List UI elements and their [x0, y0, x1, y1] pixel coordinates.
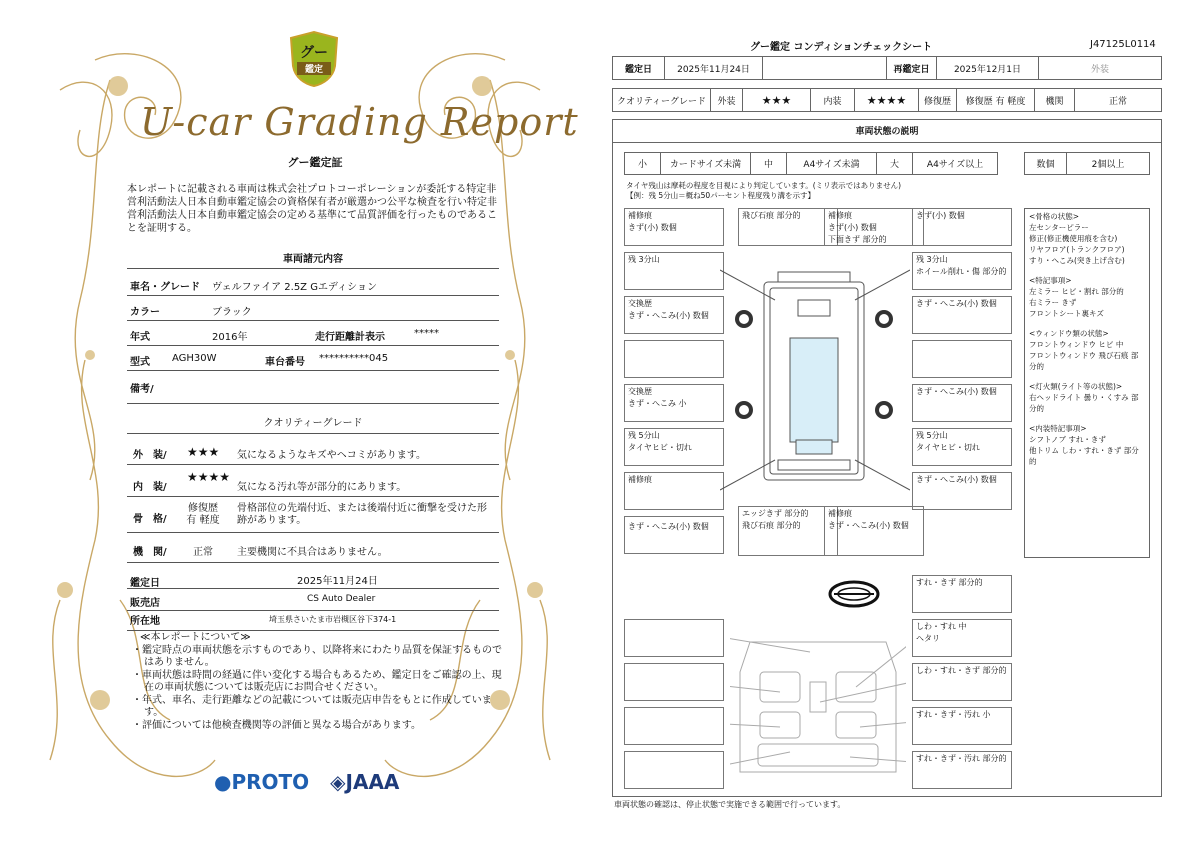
row-model: [127, 348, 499, 371]
row-date: [127, 566, 499, 589]
engine-label: 機関: [1035, 89, 1075, 111]
damage-box-rear-glass: エッジきず 部分的 飛び石痕 部分的: [738, 506, 838, 556]
note-line: フロントシート裏キズ: [1029, 309, 1104, 318]
damage-box-right-rear-door: きず・へこみ(小) 数個: [912, 384, 1012, 422]
repair-label: 修復歴: [919, 89, 957, 111]
doc-id: J47125L0114: [1090, 39, 1156, 50]
damage-box-left-rear-door: 交換歴 きず・へこみ 小: [624, 384, 724, 422]
notes-interior-heading: <内装特記事項>: [1029, 424, 1087, 433]
interior-box-cargo: すれ・きず・汚れ 部分的: [912, 751, 1012, 789]
size-mid: 中: [751, 153, 787, 174]
note-item: ・年式、車名、走行距離などの記載については販売店申告をもとに作成しています。: [132, 694, 492, 718]
note-item: ・鑑定時点の車両状態を示すものであり、以降将来にわたり品質を保証するものではありません。: [132, 644, 502, 668]
engine-value: 正常: [1108, 96, 1127, 107]
year-label: 年式: [130, 332, 150, 343]
note-line: 他トリム しわ・すれ・きず 部分的: [1029, 446, 1139, 466]
proto-logo: ●PROTO: [214, 770, 310, 794]
row-year: [127, 323, 499, 346]
quality-grade-row: [612, 88, 1162, 112]
damage-box-windshield: 飛び石痕 部分的: [738, 208, 838, 246]
quality-heading: クオリティーグレード: [263, 418, 363, 429]
script-title: U-car Grading Report: [140, 100, 579, 144]
footer-logos: [214, 770, 399, 794]
note-line: 左ミラー ヒビ・割れ 部分的: [1029, 287, 1124, 296]
damage-box-front-left: 補修痕 きず(小) 数個: [624, 208, 724, 246]
notes-heading: ≪本レポートについて≫: [140, 632, 251, 643]
notes-special-heading: <特記事項>: [1029, 276, 1072, 285]
interior-box-steering: すれ・きず 部分的: [912, 575, 1012, 613]
inspect-date-label: 鑑定日: [613, 57, 665, 79]
row-remarks: [127, 375, 499, 404]
condition-check-sheet: [600, 0, 1200, 848]
note-line: 右ヘッドライト 曇り・くすみ 部分的: [1029, 393, 1139, 413]
damage-box-rear-bumper: 補修痕 きず・へこみ(小) 数個: [824, 506, 924, 556]
condition-notes: [1024, 208, 1150, 558]
interior-box-left-3: [624, 707, 724, 745]
damage-box-rear-right: きず・へこみ(小) 数個: [912, 472, 1012, 510]
report-notes: [132, 632, 502, 732]
inspection-dates-row: [612, 56, 1162, 80]
damage-box-rear-left: 補修痕: [624, 472, 724, 510]
tire-box-rear-right: 残 5分山 タイヤヒビ・切れ: [912, 428, 1012, 466]
notes-window-heading: <ウィンドウ類の状態>: [1029, 329, 1109, 338]
sheet-title: グー鑑定 コンディションチェックシート: [750, 42, 933, 53]
note-line: フロントウィンドウ 飛び石痕 部分的: [1029, 351, 1139, 371]
tire-note: タイヤ残山は摩耗の程度を目視により判定しています。(ミリ表示ではありません): [626, 181, 902, 190]
grade-label: クオリティーグレード: [613, 89, 711, 111]
repair-value: 修復歴 有 軽度: [957, 89, 1035, 111]
tire-box-rear-left: 残 5分山 タイヤヒビ・切れ: [624, 428, 724, 466]
interior-box-mid-seat: しわ・すれ・きず 部分的: [912, 663, 1012, 701]
condition-heading: 車両状態の説明: [612, 119, 1162, 143]
note-line: フロントウィンドウ ヒビ 中: [1029, 340, 1124, 349]
model-value: AGH30W: [172, 353, 217, 364]
note-line: 修正(修正機使用痕を含む): [1029, 234, 1118, 243]
goo-badge: [287, 30, 341, 88]
certificate-title: グー鑑定証: [287, 156, 343, 169]
damage-box-rear-corner: きず・へこみ(小) 数個: [624, 516, 724, 554]
note-line: 右ミラー きず: [1029, 298, 1077, 307]
car-top-view-diagram: [720, 260, 910, 500]
note-item: ・車両状態は時間の経過に伴い変化する場合もあるため、鑑定日をご確認の上、現在の車両状態については販売店にお問合せください。: [132, 669, 502, 693]
interior-box-left-2: [624, 663, 724, 701]
badge-top-text: グー: [300, 45, 328, 61]
interior-box-left-4: [624, 751, 724, 789]
int-stars: ★★★★: [855, 89, 919, 111]
car-interior-diagram: [730, 632, 906, 782]
size-legend: [624, 152, 998, 175]
count-label: 数個: [1025, 153, 1067, 174]
jaaa-logo: ◈JAAA: [330, 770, 400, 794]
exterior-tab: 外装: [1090, 64, 1109, 75]
row-color: [127, 298, 499, 321]
inspect-date-value: 2025年11月24日: [665, 57, 763, 79]
frame-value: 修復歴 有 軽度: [186, 503, 220, 526]
row-exterior: [127, 438, 499, 465]
size-small-text: カードサイズ未満: [661, 153, 751, 174]
address-value: 埼玉県さいたま市岩槻区谷下374-1: [269, 615, 397, 624]
count-legend: [1024, 152, 1150, 175]
model-label: 型式: [130, 357, 150, 368]
damage-box-right-mid: [912, 340, 1012, 378]
exterior-label: 外 装/: [133, 450, 167, 461]
damage-box-left-front-door: 交換歴 きず・へこみ(小) 数個: [624, 296, 724, 334]
size-large-text: A4サイズ以上: [926, 160, 984, 170]
name-label: 車名・グレード: [130, 282, 200, 293]
note-item: ・評価については他検査機関等の評価と異なる場合があります。: [132, 719, 421, 731]
color-label: カラー: [130, 307, 160, 318]
ext-label: 外装: [711, 89, 743, 111]
chassis-label: 車台番号: [265, 357, 305, 368]
interior-label: 内 装/: [133, 482, 167, 493]
exterior-text: 気になるようなキズやヘコミがあります。: [237, 450, 426, 461]
date-value: 2025年11月24日: [297, 576, 378, 587]
note-line: 左センターピラー: [1029, 223, 1089, 232]
badge-bottom-text: 鑑定: [297, 62, 331, 75]
note-line: シフトノブ すれ・きず: [1029, 435, 1106, 444]
damage-box-front-right: きず(小) 数個: [912, 208, 1012, 246]
name-value: ヴェルファイア 2.5Z Gエディション: [212, 282, 377, 293]
tire-example: 【例：残 5分山＝概ね50パーセント程度残り溝を示す】: [626, 191, 816, 200]
spec-heading: 車両諸元内容: [283, 254, 343, 265]
tire-box-front-left: 残 3分山: [624, 252, 724, 290]
year-value: 2016年: [212, 332, 248, 343]
chassis-value: **********045: [319, 353, 389, 364]
certificate-statement: 本レポートに記載される車両は株式会社プロトコーポレーションが委託する特定非営利活動法人日本自動車鑑定協会の資格保有者が厳選かつ公平な検査を行い特定非営利活動法人日本自動車鑑定協会の定める基準にて品質評価を行ったものであることを証明する。: [127, 184, 497, 234]
size-large: 大: [877, 153, 913, 174]
interior-box-rear-seat: すれ・きず・汚れ 小: [912, 707, 1012, 745]
divider: [127, 268, 499, 269]
remarks-label: 備考/: [130, 384, 154, 395]
size-small: 小: [625, 153, 661, 174]
int-label: 内装: [811, 89, 855, 111]
address-label: 所在地: [130, 616, 160, 627]
notes-light-heading: <灯火類(ライト等の状態)>: [1029, 382, 1123, 391]
row-address: [127, 608, 499, 631]
color-value: ブラック: [212, 307, 252, 318]
damage-box-left-mid: [624, 340, 724, 378]
interior-text: 気になる汚れ等が部分的にあります。: [237, 482, 407, 493]
blank-cell: [763, 57, 887, 79]
frame-label: 骨 格/: [133, 514, 167, 525]
mileage-value: *****: [414, 328, 439, 339]
steering-wheel-icon: [826, 578, 882, 610]
note-line: リヤフロア(トランクフロア): [1029, 245, 1125, 254]
row-interior: [127, 468, 499, 497]
engine-value: 正常: [193, 547, 213, 558]
row-engine: [127, 536, 499, 563]
count-text: 2個以上: [1091, 160, 1125, 170]
damage-box-front-bumper: 補修痕 きず(小) 数個 下面きず 部分的: [824, 208, 924, 246]
row-frame: [127, 500, 499, 533]
row-name: [127, 273, 499, 296]
interior-box-front-seat: しわ・すれ 中 ヘタリ: [912, 619, 1012, 657]
interior-box-left-1: [624, 619, 724, 657]
dealer-label: 販売店: [130, 598, 160, 609]
notes-frame-heading: <骨格の状態>: [1029, 212, 1080, 221]
proto-mark-icon: ●: [214, 770, 232, 794]
engine-text: 主要機関に不具合はありません。: [237, 547, 388, 558]
interior-stars: ★★★★: [187, 470, 231, 484]
dealer-value: CS Auto Dealer: [307, 594, 376, 604]
mileage-label: 走行距離計表示: [315, 332, 385, 343]
note-line: すり・へこみ(突き上げ含む): [1029, 256, 1125, 265]
reinspect-date-label: 再鑑定日: [887, 57, 937, 79]
size-mid-text: A4サイズ未満: [787, 153, 877, 174]
tire-box-front-right: 残 3分山 ホイール削れ・傷 部分的: [912, 252, 1012, 290]
damage-box-right-front-door: きず・へこみ(小) 数個: [912, 296, 1012, 334]
exterior-stars: ★★★: [187, 445, 220, 459]
sheet-footer: 車両状態の確認は、停止状態で実施できる範囲で行っています。: [614, 800, 846, 809]
engine-label: 機 関/: [133, 547, 167, 558]
divider: [127, 433, 499, 434]
jaaa-mark-icon: ◈: [330, 770, 346, 794]
reinspect-date-value: 2025年12月1日: [937, 57, 1039, 79]
frame-text: 骨格部位の先端付近、または後端付近に衝撃を受けた形跡があります。: [237, 503, 487, 526]
date-label: 鑑定日: [130, 578, 160, 589]
ext-stars: ★★★: [743, 89, 811, 111]
